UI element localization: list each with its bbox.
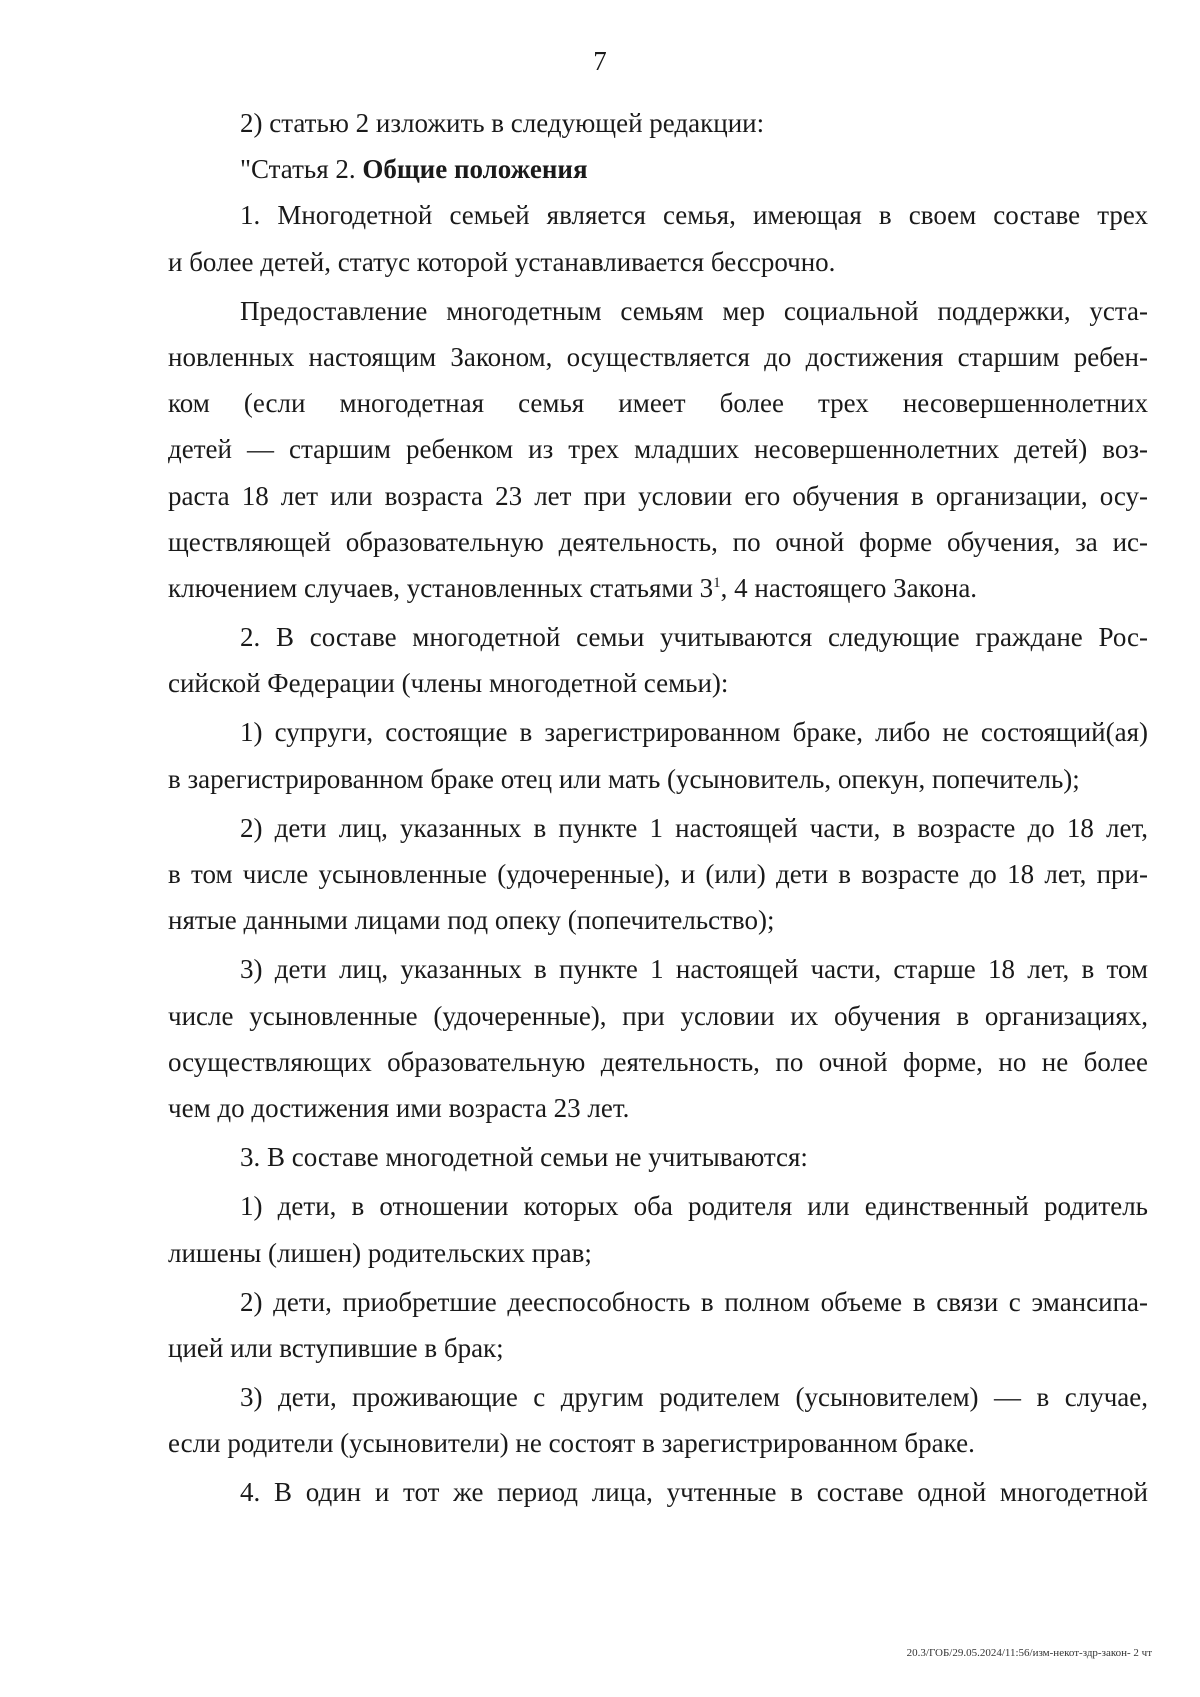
paragraph-line: сийской Федерации (члены многодетной семьи): [168, 668, 729, 699]
paragraph-line: раста 18 лет или возраста 23 лет при условии его обучения в организации, осу- [168, 480, 1148, 511]
paragraph-line [168, 565, 1148, 611]
amendment-intro: 2) статью 2 изложить в следующей редакции: [240, 108, 765, 138]
list-item-line: цией или вступившие в брак; [168, 1332, 504, 1363]
paragraph-line: и более детей, статус которой устанавливается бессрочно. [168, 246, 836, 277]
page-number: 7 [593, 46, 607, 76]
list-item-line: 2) дети, приобретшие дееспособность в полном объеме в связи с эмансипа- [240, 1286, 1148, 1317]
list-item-line: чем до достижения ими возраста 23 лет. [168, 1092, 630, 1123]
list-item-line: лишены (лишен) родительских прав; [168, 1237, 592, 1268]
paragraph-line: 4. В один и тот же период лица, учтенные в составе одной многодетной [240, 1477, 1148, 1508]
paragraph-line: 3. В составе многодетной семьи не учитываются: [240, 1142, 808, 1173]
list-item-line: если родители (усыновители) не состоят в зарегистрированном браке. [168, 1428, 975, 1459]
document-footer-code: 20.3/ГОБ/29.05.2024/11:56/изм-некот-здр-закон- 2 чт [906, 1647, 1152, 1659]
list-item-line: числе усыновленные (удочеренные), при условии их обучения в организациях, [168, 1000, 1148, 1031]
superscript-number: 1 [713, 574, 721, 591]
article-heading [168, 146, 1148, 192]
paragraph-line: ком (если многодетная семья имеет более трех несовершеннолетних [168, 388, 1148, 419]
list-item-line: 2) дети лиц, указанных в пункте 1 настоящей части, в возрасте до 18 лет, [240, 812, 1148, 843]
document-body [168, 100, 1148, 1516]
list-item-line: в зарегистрированном браке отец или мать (усыновитель, опекун, попечитель); [168, 763, 1080, 794]
list-item-line: 1) дети, в отношении которых оба родителя или единственный родитель [240, 1191, 1148, 1222]
paragraph-line: Предоставление многодетным семьям мер социальной поддержки, уста- [240, 295, 1148, 326]
list-item-line: 3) дети, проживающие с другим родителем (усыновителем) — в случае, [240, 1382, 1148, 1413]
paragraph-line: 1. Многодетной семьей является семья, имеющая в своем составе трех [240, 200, 1148, 231]
list-item-line: осуществляющих образовательную деятельность, по очной форме, но не более [168, 1046, 1148, 1077]
article-heading-prefix: "Статья 2. [240, 154, 363, 185]
article-heading-title: Общие положения [362, 154, 588, 185]
list-item-line: 1) супруги, состоящие в зарегистрированном браке, либо не состоящий(ая) [240, 717, 1148, 748]
paragraph-line: детей — старшим ребенком из трех младших несовершеннолетних детей) воз- [168, 434, 1148, 465]
paragraph-line: новленных настоящим Законом, осуществляется до достижения старшим ребен- [168, 341, 1148, 372]
list-item-line: в том числе усыновленные (удочеренные), и (или) дети в возрасте до 18 лет, при- [168, 859, 1148, 889]
paragraph-line: 2. В составе многодетной семьи учитываются следующие граждане Рос- [240, 622, 1148, 653]
paragraph-line-text: , 4 настоящего Закона. [720, 572, 978, 603]
paragraph-line-text: ключением случаев, установленных статьями 3 [168, 572, 714, 603]
list-item-line: нятые данными лицами под опеку (попечительство); [168, 905, 775, 936]
paragraph-line: ществляющей образовательную деятельность, по очной форме обучения, за ис- [168, 526, 1148, 557]
list-item-line: 3) дети лиц, указанных в пункте 1 настоящей части, старше 18 лет, в том [240, 954, 1148, 985]
